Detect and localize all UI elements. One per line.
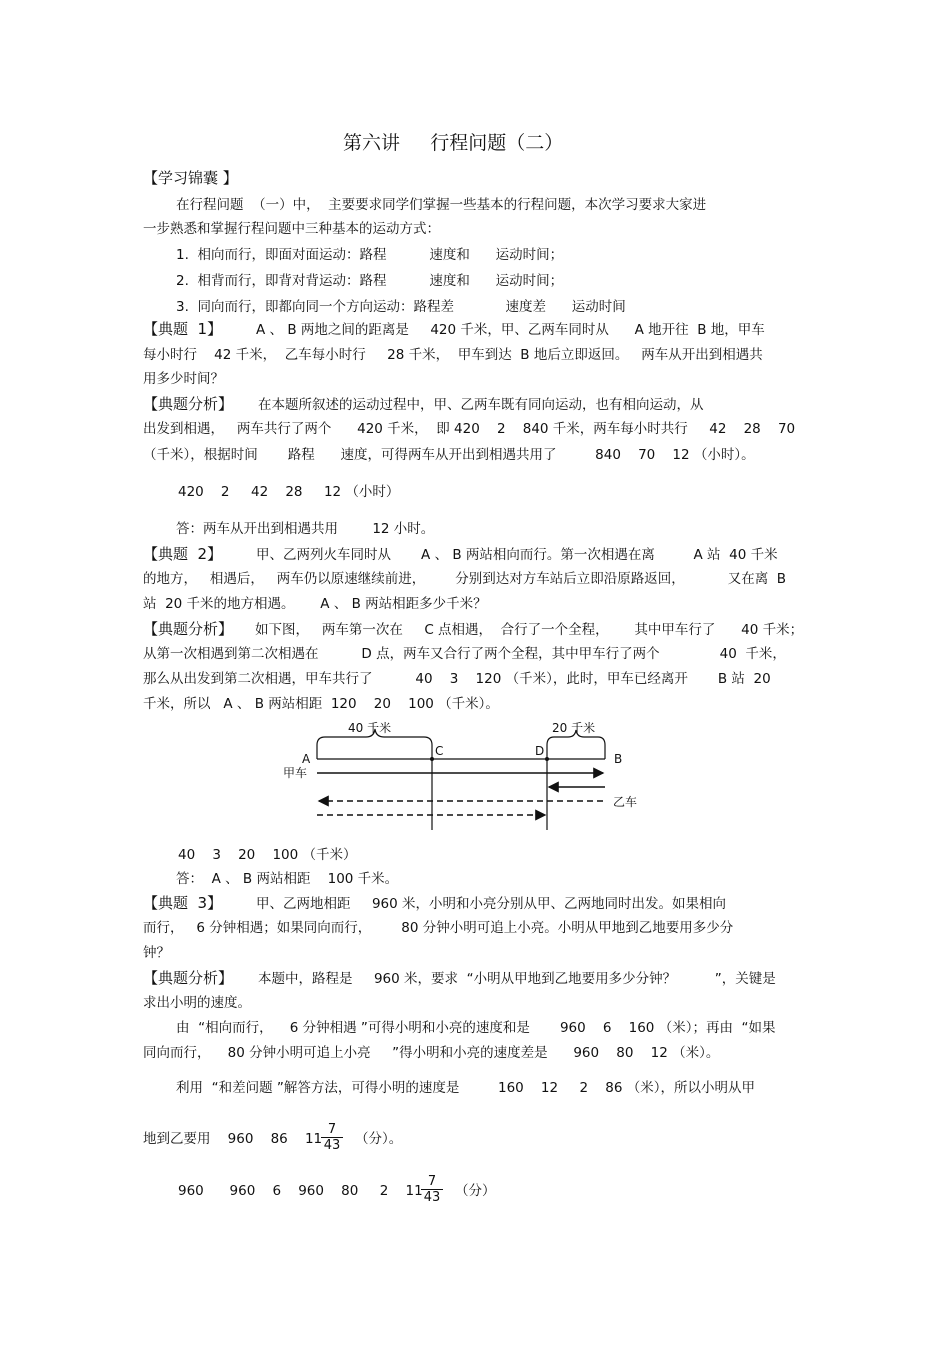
analysis-text: 那么从出发到第二次相遇，甲车共行了 40 3 120 （千米），此时，甲车已经离开 B 站 20 <box>143 671 771 687</box>
intro-line: 一步熟悉和掌握行程问题中三种基本的运动方式： <box>143 221 440 237</box>
example-label: 【典题 3】 <box>143 894 223 912</box>
example-text: 甲、乙两列火车同时从 A 、 B 两站相向而行。第一次相遇在离 A 站 40 千米 <box>256 547 778 563</box>
analysis-text: 千米，所以 A 、 B 两站相距 120 20 100 （千米）。 <box>143 696 499 712</box>
example-text: 站 20 千米的地方相遇。 A 、 B 两站相距多少千米？ <box>143 596 487 612</box>
intro-line: 在行程问题 （一）中， 主要要求同学们掌握一些基本的行程问题，本次学习要求大家进 <box>176 197 707 213</box>
example-text: A 、 B 两地之间的距离是 420 千米，甲、乙两车同时从 A 地开往 B 地，甲车 <box>256 322 765 338</box>
analysis-label: 【典题分析】 <box>143 395 234 413</box>
page-title: 第六讲 行程问题（二） <box>343 132 564 154</box>
example-text: 的地方， 相遇后， 两车仍以原速继续前进， 分别到达对方车站后立即沿原路返回， 又在离 B <box>143 571 787 587</box>
analysis-text: 求出小明的速度。 <box>143 995 251 1011</box>
analysis-text: 由 “相向而行， 6 分钟相遇 ”可得小明和小亮的速度和是 960 6 160 （米）；再由 “如果 <box>176 1020 776 1036</box>
answer: 答：两车从开出到相遇共用 12 小时。 <box>176 521 435 537</box>
example-label: 【典题 2】 <box>143 545 223 563</box>
analysis-text: 利用 “和差问题 ”解答方法，可得小明的速度是 160 12 2 86 （米），所以小明从甲 <box>176 1080 756 1096</box>
calculation: 960 960 6 960 80 2 11 <box>178 1183 423 1199</box>
list-item: 3. 同向而行，即都向同一个方向运动：路程差 速度差 运动时间 <box>176 299 626 315</box>
section-heading: 【学习锦囊 】 <box>143 169 238 187</box>
analysis-label: 【典题分析】 <box>143 620 234 638</box>
analysis-text: 出发到相遇， 两车共行了两个 420 千米， 即 420 2 840 千米，两车每小时共行 42 28 70 <box>143 421 796 437</box>
answer: 答： A 、 B 两站相距 100 千米。 <box>176 871 399 887</box>
result-line: 地到乙要用 960 86 11 <box>143 1131 323 1147</box>
fraction <box>421 1174 443 1205</box>
fraction-denominator: 43 <box>423 1190 441 1205</box>
example-text: 而行， 6 分钟相遇；如果同向而行， 80 分钟小明可追上小亮。小明从甲地到乙地要用多少分 <box>143 920 734 936</box>
point-c-label: C <box>435 744 444 758</box>
analysis-text: 在本题所叙述的运动过程中，甲、乙两车既有同向运动，也有相向运动，从 <box>258 397 704 413</box>
calculation: 40 3 20 100 （千米） <box>178 847 357 863</box>
point-d-label: D <box>535 744 545 758</box>
analysis-text: （千米），根据时间 路程 速度，可得两车从开出到相遇共用了 840 70 12 （小时）。 <box>143 447 755 463</box>
example-label: 【典题 1】 <box>143 320 223 338</box>
fraction-numerator: 7 <box>321 1122 343 1138</box>
label-20km: 20 千米 <box>552 721 596 735</box>
analysis-label: 【典题分析】 <box>143 969 234 987</box>
fraction-denominator: 43 <box>323 1138 341 1153</box>
result-suffix: （分）。 <box>355 1131 403 1147</box>
example-text: 用多少时间？ <box>143 371 224 387</box>
car-yi-label: 乙车 <box>613 795 638 809</box>
analysis-text: 同向而行， 80 分钟小明可追上小亮 ”得小明和小亮的速度差是 960 80 12 （米）。 <box>143 1045 720 1061</box>
point-a-label: A <box>302 752 311 766</box>
fraction-numerator: 7 <box>421 1174 443 1190</box>
list-item: 2. 相背而行，即背对背运动：路程 速度和 运动时间； <box>176 273 564 289</box>
calculation-suffix: （分） <box>455 1183 496 1199</box>
analysis-text: 本题中，路程是 960 米，要求 “小明从甲地到乙地要用多少分钟？ ”，关键是 <box>258 971 776 987</box>
example-text: 钟？ <box>143 945 170 961</box>
calculation: 420 2 42 28 12 （小时） <box>178 484 400 500</box>
car-jia-label: 甲车 <box>283 766 308 780</box>
example-text: 甲、乙两地相距 960 米，小明和小亮分别从甲、乙两地同时出发。如果相向 <box>256 896 727 912</box>
fraction <box>321 1122 343 1153</box>
list-item: 1. 相向而行，即面对面运动：路程 速度和 运动时间； <box>176 247 564 263</box>
example-text: 每小时行 42 千米， 乙车每小时行 28 千米， 甲车到达 B 地后立即返回。 两车从开出到相遇共 <box>143 347 763 363</box>
analysis-text: 如下图， 两车第一次在 C 点相遇， 合行了一个全程， 其中甲车行了 40 千米； <box>255 622 804 638</box>
point-b-label: B <box>614 752 623 766</box>
label-40km: 40 千米 <box>348 721 392 735</box>
analysis-text: 从第一次相遇到第二次相遇在 D 点，两车又合行了两个全程，其中甲车行了两个 40 千米， <box>143 646 786 662</box>
